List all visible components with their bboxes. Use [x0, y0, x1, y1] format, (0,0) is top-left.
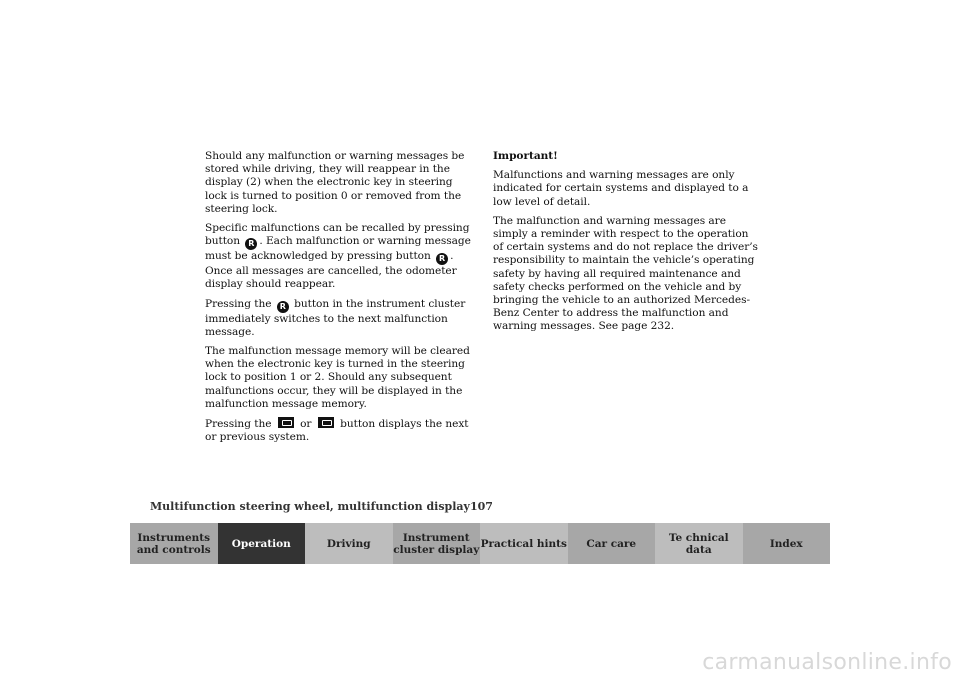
right-column	[493, 150, 761, 340]
paragraph-memory-cleared: The malfunction message memory will be cleared when the electronic key is turned in the steering lock to position 1 or 2. Should any subsequent malfunctions occur, they will be displayed in the malfunction message memory.	[205, 345, 470, 410]
paragraph-stored-messages: Should any malfunction or warning messages be stored while driving, they will reappear in the display (2) when the electronic key in steering lock is turned to position 0 or removed from the steering lock.	[205, 150, 465, 215]
text-segment: Pressing the	[205, 418, 272, 431]
section-title: Multifunction steering wheel, multifunction display	[150, 500, 470, 513]
text-segment: . Each malfunction or warning message must be acknowledged by pressing button	[205, 235, 471, 263]
chapter-nav-bar	[130, 523, 830, 564]
tab-instruments-and-controls[interactable]: Instruments and controls	[130, 523, 218, 564]
reset-button-icon: R	[277, 301, 289, 313]
paragraph-reminder: The malfunction and warning messages are simply a reminder with respect to the operation of certain systems and do not replace the driver’s responsibility to maintain the vehicle’s operating safety by having all required maintenance and safety checks performed on the vehicle and by bringing the vehicle to an authorized Mercedes-Benz Center to address the malfunction and warning messages. See page 232.	[493, 214, 758, 333]
paragraph-limited-detail: Malfunctions and warning messages are only indicated for certain systems and displayed to a low level of detail.	[493, 169, 749, 208]
paragraph-next-system	[205, 417, 473, 444]
previous-system-button-icon	[318, 417, 334, 428]
text-segment: Pressing the	[205, 297, 272, 310]
paragraph-recall-malfunctions	[205, 222, 473, 292]
tab-driving[interactable]: Driving	[305, 523, 393, 564]
reset-button-icon: R	[245, 238, 257, 250]
text-segment: button displays the next or previous system.	[205, 418, 469, 444]
paragraph-next-message	[205, 298, 473, 339]
watermark: carmanualsonline.info	[702, 650, 952, 675]
tab-practical-hints[interactable]: Practical hints	[480, 523, 568, 564]
tab-car-care[interactable]: Car care	[568, 523, 656, 564]
text-segment: or	[300, 418, 312, 431]
text-segment: Specific malfunctions can be recalled by pressing button	[205, 222, 470, 248]
next-system-button-icon	[278, 417, 294, 428]
reset-button-icon: R	[436, 253, 448, 265]
text-segment: button in the instrument cluster immediately switches to the next malfunction message.	[205, 297, 466, 338]
tab-operation[interactable]: Operation	[218, 523, 306, 564]
tab-index[interactable]: Index	[743, 523, 831, 564]
page-number: 107	[470, 500, 493, 513]
left-column	[205, 150, 473, 450]
tab-technical-data[interactable]: Te chnical data	[655, 523, 743, 564]
important-heading: Important!	[493, 150, 558, 162]
text-segment: . Once all messages are cancelled, the odometer display should reappear.	[205, 250, 457, 291]
tab-instrument-cluster-display[interactable]: Instrument cluster display	[393, 523, 481, 564]
